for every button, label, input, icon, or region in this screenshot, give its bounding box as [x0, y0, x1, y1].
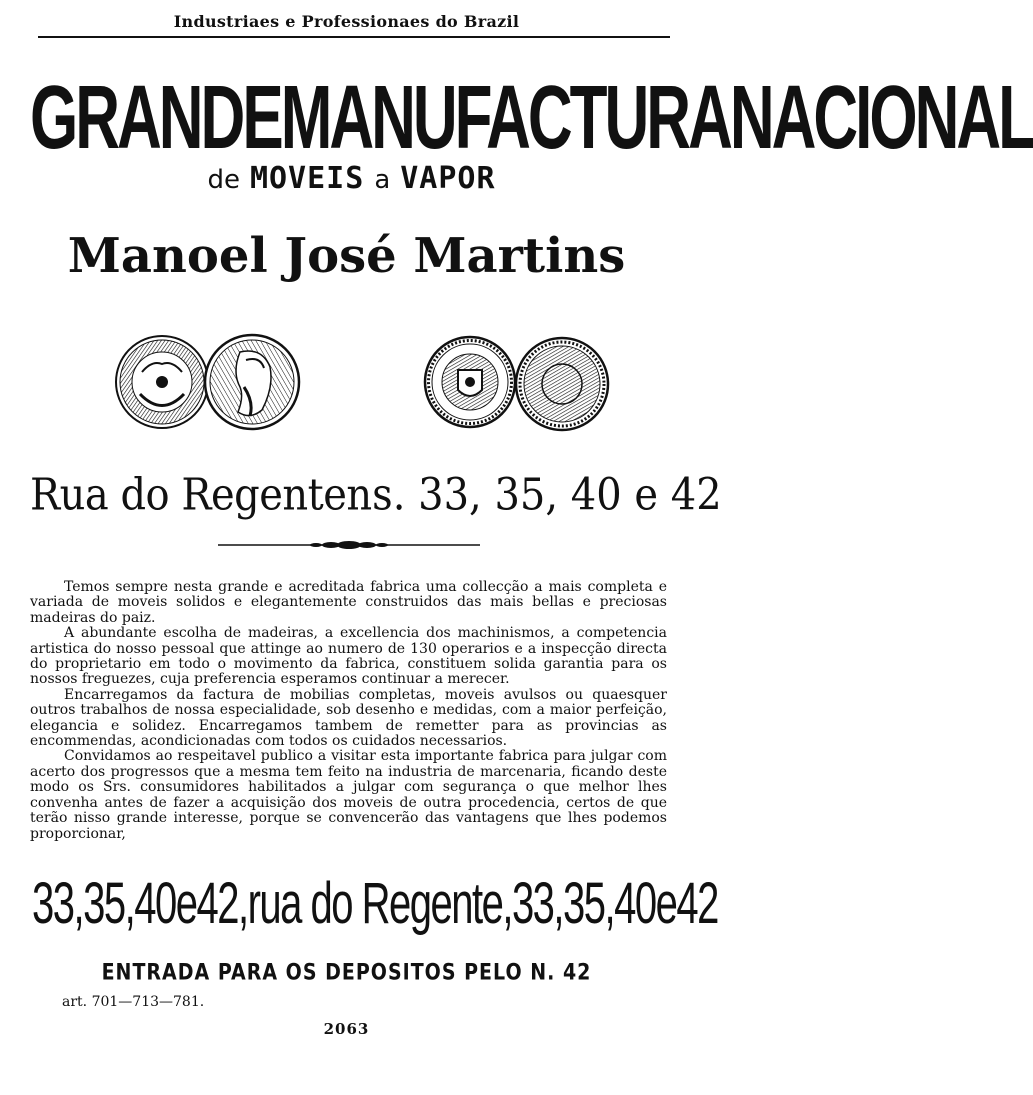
medals-right — [422, 334, 612, 434]
paragraph-1: Temos sempre nesta grande e acreditada fabrica uma collecção a mais completa e variada de moveis solidos e elegantemente construidos das mais bellas e preciosas madeiras do paiz. — [30, 579, 667, 626]
subtitle — [0, 158, 693, 196]
address-street: Rua do Regente — [30, 470, 347, 521]
header-rule — [38, 36, 670, 38]
subtitle-moveis: MOVEIS — [249, 161, 365, 196]
medal-inscription-icon — [516, 338, 608, 430]
paragraph-3: Encarregamos da factura de mobilias completas, moveis avulsos ou quaesquer outros trabalhos de nossa especialidade, sob desenho e medidas, com a maior perfeição, elegancia e solidez. Encarregamos tambem de remetter para as provincias as encommendas, acondicionadas com todos os cuidados necessarios. — [30, 686, 667, 750]
medal-coat-of-arms-icon — [425, 337, 515, 427]
big-address-left: 33,35,40e42, — [32, 872, 248, 936]
medals-right-illustration — [422, 334, 612, 434]
body-text — [30, 580, 667, 842]
big-address-line — [32, 872, 718, 937]
proprietor-name: Manoel José Martins — [67, 228, 626, 284]
ornament-divider-icon — [218, 538, 480, 552]
article-reference: art. 701—713—781. — [62, 994, 205, 1010]
title-word-2: MANUFACTURA — [280, 68, 730, 169]
medals-left-illustration — [112, 332, 302, 432]
subtitle-a: a — [374, 165, 391, 195]
paragraph-4: Convidamos ao respeitavel publico a visitar esta importante fabrica para julgar com acerto dos progressos que a mesma tem feito na industria de marcenaria, ficando deste modo os Srs. consumidores habilitados a julgar com segurança o que melhor lhes convenha antes de fazer a acquisição dos moveis de outra procedencia, certos de que terão nisso grande interesse, porque se convencerão das vantagens que lhes podemos proporcionar, — [30, 748, 667, 842]
medals-left — [112, 332, 302, 432]
address-numbers: ns. 33, 35, 40 e 42 — [346, 470, 722, 521]
title-word-1: GRANDE — [30, 68, 281, 169]
medal-portrait-icon — [205, 335, 299, 429]
paragraph-2: A abundante escolha de madeiras, a excellencia dos machinismos, a competencia artistica do nosso pessoal que attinge ao numero de 130 operarios e a inspecção directa do proprietario em todo o movimento da fabrica, constituem solida garantia para os nossos freguezes, cuja preferencia esperamos continuar a merecer. — [30, 625, 667, 688]
subtitle-vapor: VAPOR — [400, 161, 496, 196]
big-address-center: rua do Regente, — [247, 872, 512, 936]
medal-wreath-icon — [116, 336, 208, 428]
big-address-right: 33,35,40e42 — [511, 872, 718, 936]
entrance-note: ENTRADA PARA OS DEPOSITOS PELO N. 42 — [101, 960, 592, 986]
page-header: Industriaes e Professionaes do Brazil — [173, 12, 520, 31]
subtitle-de: de — [207, 165, 240, 195]
title-word-3: NACIONAL — [729, 68, 1033, 169]
page-number: 2063 — [323, 1020, 370, 1038]
address-line — [30, 470, 722, 521]
